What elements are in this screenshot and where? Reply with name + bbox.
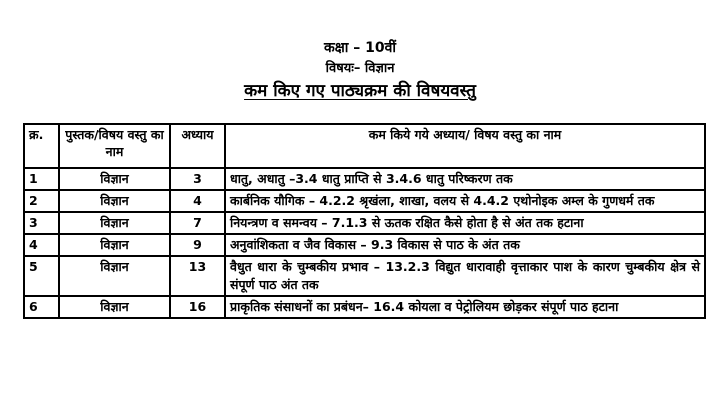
cell-desc: प्राकृतिक संसाधनों का प्रबंधन– 16.4 कोयला व पेट्रोलियम छोड़कर संपूर्ण पाठ हटाना xyxy=(225,296,705,318)
cell-book: विज्ञान xyxy=(59,296,170,318)
cell-sn: 2 xyxy=(24,190,59,212)
cell-desc: वैधुत धारा के चुम्बकीय प्रभाव – 13.2.3 विद्युत धारावाही वृत्ताकार पाश के कारण चुम्बकीय क्षेत्र से संपूर्ण पाठ अंत तक xyxy=(225,256,705,296)
cell-chapter: 4 xyxy=(170,190,225,212)
col-header-desc: कम किये गये अध्याय/ विषय वस्तु का नाम xyxy=(225,124,705,168)
cell-desc: नियन्त्रण व समन्वय – 7.1.3 से ऊतक रक्षित कैसे होता है से अंत तक हटाना xyxy=(225,212,705,234)
cell-desc: धातु, अधातु –3.4 धातु प्राप्ति से 3.4.6 धातु परिष्करण तक xyxy=(225,168,705,190)
cell-sn: 4 xyxy=(24,234,59,256)
cell-book: विज्ञान xyxy=(59,168,170,190)
cell-book: विज्ञान xyxy=(59,256,170,296)
table-header-row xyxy=(24,124,705,168)
cell-sn: 3 xyxy=(24,212,59,234)
cell-book: विज्ञान xyxy=(59,190,170,212)
col-header-book: पुस्तक/विषय वस्तु का नाम xyxy=(59,124,170,168)
col-header-sn: क्र. xyxy=(24,124,59,168)
cell-chapter: 9 xyxy=(170,234,225,256)
cell-chapter: 16 xyxy=(170,296,225,318)
cell-sn: 5 xyxy=(24,256,59,296)
syllabus-table xyxy=(23,123,706,319)
cell-sn: 6 xyxy=(24,296,59,318)
col-header-chapter: अध्याय xyxy=(170,124,225,168)
cell-sn: 1 xyxy=(24,168,59,190)
table-row xyxy=(24,296,705,318)
table-row xyxy=(24,212,705,234)
page-title: कम किए गए पाठ्यक्रम की विषयवस्तु xyxy=(244,81,476,101)
class-heading: कक्षा – 10वीं xyxy=(323,40,397,56)
cell-desc: अनुवांशिकता व जैव विकास – 9.3 विकास से पाठ के अंत तक xyxy=(225,234,705,256)
cell-desc: कार्बनिक यौगिक – 4.2.2 श्रृखंला, शाखा, वलय से 4.4.2 एथोनोइक अम्ल के गुणधर्म तक xyxy=(225,190,705,212)
cell-chapter: 3 xyxy=(170,168,225,190)
table-row xyxy=(24,256,705,296)
cell-book: विज्ञान xyxy=(59,212,170,234)
cell-chapter: 7 xyxy=(170,212,225,234)
cell-chapter: 13 xyxy=(170,256,225,296)
table-row xyxy=(24,168,705,190)
cell-book: विज्ञान xyxy=(59,234,170,256)
subject-heading: विषयः– विज्ञान xyxy=(325,61,395,76)
table-row xyxy=(24,234,705,256)
table-row xyxy=(24,190,705,212)
